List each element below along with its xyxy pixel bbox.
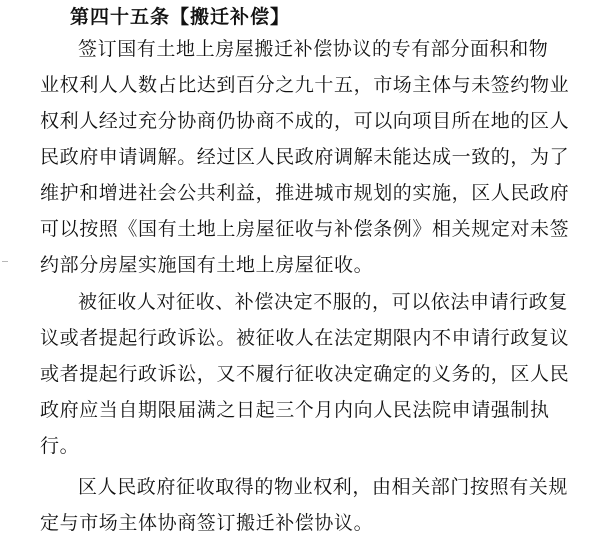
paragraph-2-line-5: 行。 [40, 435, 80, 457]
paragraph-1-line-1: 签订国有土地上房屋搬迁补偿协议的专有部分面积和物 [78, 38, 549, 60]
article-title: 第四十五条【搬迁补偿】 [70, 6, 291, 28]
paragraph-1-line-5: 维护和增进社会公共利益，推进城市规划的实施，区人民政府 [40, 182, 570, 204]
paragraph-1-line-2: 业权利人人数占比达到百分之九十五，市场主体与未签约物业 [40, 74, 570, 96]
paragraph-2-line-4: 政府应当自期限届满之日起三个月内向人民法院申请强制执 [40, 399, 550, 421]
paragraph-2-line-1: 被征收人对征收、补偿决定不服的，可以依法申请行政复 [78, 291, 569, 313]
paragraph-3-line-1: 区人民政府征收取得的物业权利，由相关部门按照有关规 [78, 476, 569, 498]
paragraph-3-line-2: 定与市场主体协商签订搬迁补偿协议。 [40, 512, 374, 534]
paragraph-2-line-2: 议或者提起行政诉讼。被征收人在法定期限内不申请行政复议 [40, 327, 570, 349]
paragraph-1-line-6: 可以按照《国有土地上房屋征收与补偿条例》相关规定对未签 [40, 218, 570, 240]
paragraph-1-line-7: 约部分房屋实施国有土地上房屋征收。 [40, 254, 374, 276]
paragraph-2-line-3: 或者提起行政诉讼，又不履行征收决定确定的义务的，区人民 [40, 363, 570, 385]
margin-tick-mark [2, 261, 8, 262]
paragraph-1-line-4: 民政府申请调解。经过区人民政府调解未能达成一致的，为了 [40, 146, 570, 168]
paragraph-1-line-3: 权利人经过充分协商仍协商不成的，可以向项目所在地的区人 [40, 110, 570, 132]
